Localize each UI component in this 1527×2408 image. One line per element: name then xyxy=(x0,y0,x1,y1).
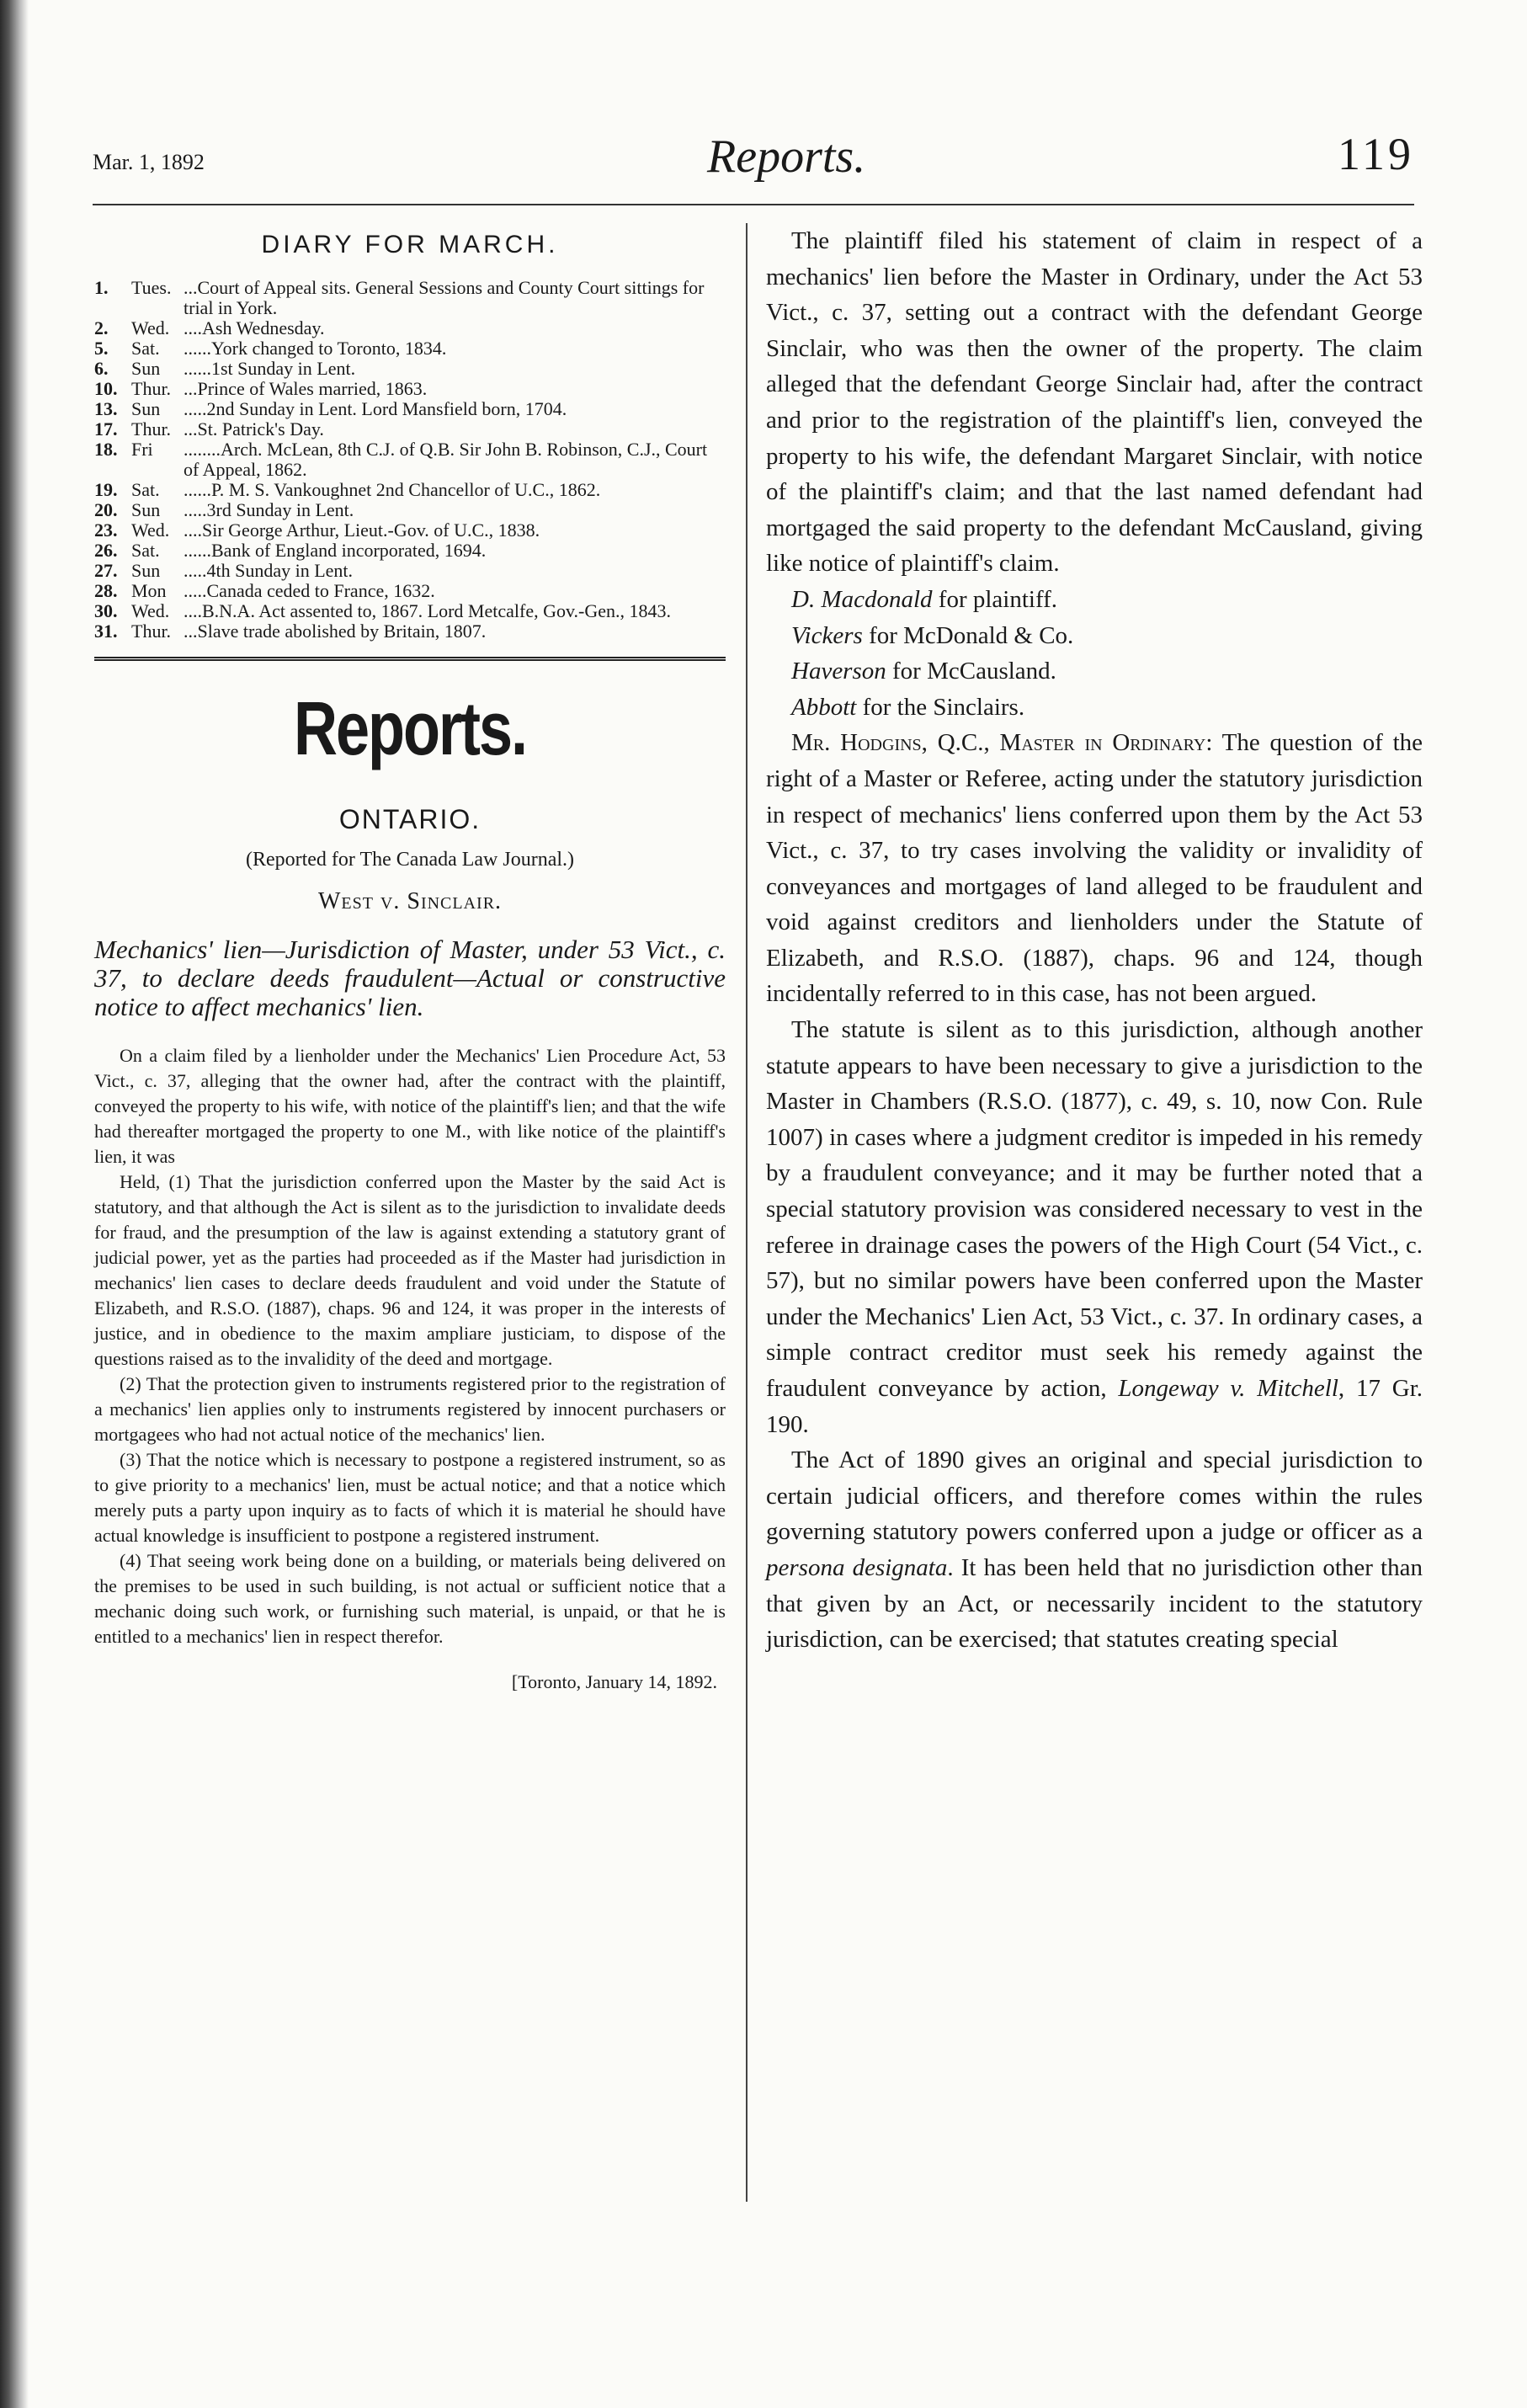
diary-date: 31. xyxy=(94,621,118,642)
diary-date: 23. xyxy=(94,519,118,541)
diary-date: 1. xyxy=(94,277,109,298)
diary-event: ...Slave trade abolished by Britain, 1807. xyxy=(184,621,487,642)
diary-entry xyxy=(94,500,726,520)
diary-event: ...Court of Appeal sits. General Sessions and County Court sittings for trial in York. xyxy=(184,277,705,318)
diary-date: 18. xyxy=(94,439,118,460)
diary-event: ......Bank of England incorporated, 1694. xyxy=(184,540,487,561)
diary-date: 6. xyxy=(94,358,109,379)
diary-event: .....2nd Sunday in Lent. Lord Mansfield born, 1704. xyxy=(184,398,567,419)
summary-paragraph: (3) That the notice which is necessary to postpone a registered instrument, so as to give priority to a mechanics' lien, must be actual notice; and that a notice which merely puts a party upon inquiry as to facts of which it is material he should have actual knowledge is insufficient to postpone a registered instrument. xyxy=(94,1449,726,1546)
diary-entry xyxy=(94,440,726,480)
diary-entry xyxy=(94,419,726,440)
page-header xyxy=(93,126,1414,210)
facts-paragraph: The plaintiff filed his statement of claim in respect of a mechanics' lien before the Master in Ordinary, under the Act 53 Vict., c. 37, setting out a contract with the defendant George Sinclair, who was then the owner of the property. The claim alleged that the defendant George Sinclair had, after the contract and prior to the registration of the plaintiff's lien, conveyed the property to his wife, the defendant Margaret Sinclair, with notice of the plaintiff's claim; and that the last named defendant had mortgaged the said property to the defendant McCausland, giving like notice of plaintiff's claim. xyxy=(766,227,1423,578)
diary-entry xyxy=(94,601,726,621)
counsel-role: for McDonald & Co. xyxy=(862,621,1074,649)
diary-list xyxy=(94,278,726,642)
summary-paragraph: (2) That the protection given to instruments registered prior to the registration of a mechanics' lien applies only to instruments registered by innocent purchasers or mortgagees who had not actual notice of the mechanics' lien. xyxy=(94,1373,726,1445)
diary-event: ...St. Patrick's Day. xyxy=(184,418,324,440)
diary-date: 2. xyxy=(94,317,109,338)
diary-event: ........Arch. McLean, 8th C.J. of Q.B. Sir John B. Robinson, C.J., Court of Appeal, 1862. xyxy=(184,439,708,480)
judgment-text: The statute is silent as to this jurisdiction, although another statute appears to have been necessary to give a jurisdiction to the Master in Chambers (R.S.O. (1877), c. 49, s. 10, now Con. Rule 1007) in cases where a judgment creditor is impeded in his remedy by a fraudulent conveyance; and it may be further noted that a special statutory provision was considered necessary to vest in the referee in drainage cases the powers of the High Court (54 Vict., c. 57), but no similar powers have been conferred upon the Master under the Mechanics' Lien Act, 53 Vict., c. 37. In ordinary cases, a simple contract creditor must seek his remedy against the fraudulent conveyance by action, xyxy=(766,1016,1423,1402)
diary-weekday: Sat. xyxy=(131,479,160,500)
diary-entry xyxy=(94,399,726,419)
diary-date: 19. xyxy=(94,479,118,500)
diary-event: .....4th Sunday in Lent. xyxy=(184,560,354,581)
diary-weekday: Sun xyxy=(131,398,161,419)
diary-date: 27. xyxy=(94,560,118,581)
diary-event: ......York changed to Toronto, 1834. xyxy=(184,338,447,359)
diary-entry xyxy=(94,379,726,399)
diary-entry xyxy=(94,338,726,359)
diary-weekday: Sun xyxy=(131,560,161,581)
page-number: 119 xyxy=(1338,129,1414,179)
counsel-role: for the Sinclairs. xyxy=(856,693,1025,721)
diary-event: ......1st Sunday in Lent. xyxy=(184,358,356,379)
diary-event: .....Canada ceded to France, 1632. xyxy=(184,580,435,601)
header-rule xyxy=(93,204,1414,205)
diary-weekday: Thur. xyxy=(131,621,172,642)
diary-date: 20. xyxy=(94,499,118,520)
counsel-name: Vickers xyxy=(791,621,863,649)
diary-weekday: Sun xyxy=(131,358,161,379)
right-column xyxy=(766,223,1423,1658)
latin-term: persona designata xyxy=(766,1553,948,1581)
diary-date: 13. xyxy=(94,398,118,419)
judgment-text: The question of the right of a Master or Referee, acting under the statutory jurisdiction in respect of mechanics' liens conferred upon them by the Act 53 Vict., c. 37, to try cases involving the validity or invalidity of conveyances and mortgages of land alleged to be fraudulent and void against creditors and lienholders under the Statute of Elizabeth, and R.S.O. (1887), chaps. 96 and 124, though incidentally referred to in this case, has not been argued. xyxy=(766,729,1423,1008)
diary-event: ......P. M. S. Vankoughnet 2nd Chancellor of U.C., 1862. xyxy=(184,479,601,500)
counsel-name: D. Macdonald xyxy=(791,585,933,613)
left-column xyxy=(94,221,726,1693)
diary-date: 5. xyxy=(94,338,109,359)
judge-name: Mr. Hodgins, Q.C., Master in Ordinary: xyxy=(791,729,1213,757)
running-title: Reports. xyxy=(707,131,866,183)
case-citation: Longeway v. Mitchell xyxy=(1118,1375,1338,1402)
diary-entry xyxy=(94,581,726,601)
diary-date: 17. xyxy=(94,418,118,440)
diary-weekday: Wed. xyxy=(131,519,170,541)
diary-weekday: Sat. xyxy=(131,540,160,561)
summary-paragraph: On a claim filed by a lienholder under the Mechanics' Lien Procedure Act, 53 Vict., c. 37, alleging that the owner had, after the contract with the plaintiff, conveyed the property to his wife, with notice of the plaintiff's lien; and that the wife had thereafter mortgaged the property to one M., with like notice of the plaintiff's lien, it was xyxy=(94,1045,726,1167)
diary-weekday: Thur. xyxy=(131,378,172,399)
diary-date: 28. xyxy=(94,580,118,601)
headnote: Mechanics' lien—Jurisdiction of Master, under 53 Vict., c. 37, to declare deeds fraudulent—Actual or constructive notice to affect mechanics' lien. xyxy=(94,935,726,1021)
diary-date: 10. xyxy=(94,378,118,399)
reports-title: Reports. xyxy=(293,687,527,771)
diary-event: ...Prince of Wales married, 1863. xyxy=(184,378,428,399)
case-name: West v. Sinclair. xyxy=(317,888,503,914)
diary-weekday: Sat. xyxy=(131,338,160,359)
dateline: [Toronto, January 14, 1892. xyxy=(511,1671,717,1692)
diary-entry xyxy=(94,318,726,338)
counsel-role: for McCausland. xyxy=(886,658,1056,685)
diary-weekday: Sun xyxy=(131,499,161,520)
reported-for: (Reported for The Canada Law Journal.) xyxy=(245,849,575,871)
diary-date: 26. xyxy=(94,540,118,561)
diary-weekday: Wed. xyxy=(131,600,170,621)
diary-weekday: Thur. xyxy=(131,418,172,440)
counsel-name: Abbott xyxy=(791,693,857,721)
issue-date: Mar. 1, 1892 xyxy=(93,150,205,174)
counsel-line xyxy=(766,653,1423,690)
column-divider xyxy=(746,223,748,2202)
diary-entry xyxy=(94,359,726,379)
diary-entry xyxy=(94,278,726,318)
diary-entry xyxy=(94,520,726,541)
counsel-line xyxy=(766,582,1423,618)
province-heading: ONTARIO. xyxy=(338,804,482,834)
diary-event: .....3rd Sunday in Lent. xyxy=(184,499,354,520)
diary-weekday: Fri xyxy=(131,439,153,460)
diary-event: ....Sir George Arthur, Lieut.-Gov. of U.C., 1838. xyxy=(184,519,540,541)
summary-paragraph: Held, (1) That the jurisdiction conferred upon the Master by the said Act is statutory, and that although the Act is silent as to the jurisdiction to invalidate deeds for fraud, and the presumption of the law is against extending a statutory grant of judicial power, yet as the parties had proceeded as if the Master had jurisdiction in mechanics' lien cases to declare deeds fraudulent and void under the Statute of Elizabeth, and R.S.O. (1887), chaps. 96 and 124, it was proper in the interests of justice, and in obedience to the maxim ampliare justiciam, to dispose of the questions raised as to the invalidity of the deed and mortgage. xyxy=(94,1171,726,1369)
diary-weekday: Wed. xyxy=(131,317,170,338)
diary-entry xyxy=(94,561,726,581)
summary-paragraph: (4) That seeing work being done on a building, or materials being delivered on the premises to be used in such building, is not actual or sufficient notice that a mechanic doing such work, or furnishing such material, is unpaid, or that he is entitled to a mechanics' lien in respect therefor. xyxy=(94,1550,726,1647)
diary-weekday: Tues. xyxy=(131,277,172,298)
judgment-paragraph xyxy=(766,1442,1423,1658)
diary-event: ....B.N.A. Act assented to, 1867. Lord Metcalfe, Gov.-Gen., 1843. xyxy=(184,600,672,621)
scan-edge-shadow xyxy=(0,0,29,2408)
diary-rule xyxy=(94,657,726,664)
judgment-text-continued: . It has been held that no jurisdiction other than that given by an Act, or necessarily incident to the statutory jurisdiction, can be exercised; that statutes creating special xyxy=(766,1553,1423,1654)
case-summary xyxy=(94,1043,726,1649)
diary-entry xyxy=(94,621,726,642)
counsel-role: for plaintiff. xyxy=(932,585,1057,613)
diary-event: ....Ash Wednesday. xyxy=(184,317,325,338)
counsel-line xyxy=(766,690,1423,726)
judgment-paragraph xyxy=(766,725,1423,1012)
diary-date: 30. xyxy=(94,600,118,621)
counsel-line xyxy=(766,618,1423,654)
judgment-text: The Act of 1890 gives an original and special jurisdiction to certain judicial officers, and therefore comes within the rules governing statutory powers conferred upon a judge or officer as a xyxy=(766,1446,1423,1546)
diary-entry xyxy=(94,480,726,500)
diary-entry xyxy=(94,541,726,561)
counsel-name: Haverson xyxy=(791,658,886,685)
diary-weekday: Mon xyxy=(131,580,167,601)
diary-title: DIARY FOR MARCH. xyxy=(261,231,559,258)
citation-reference: , 17 Gr. 190. xyxy=(766,1375,1423,1438)
judgment-paragraph xyxy=(766,1012,1423,1442)
